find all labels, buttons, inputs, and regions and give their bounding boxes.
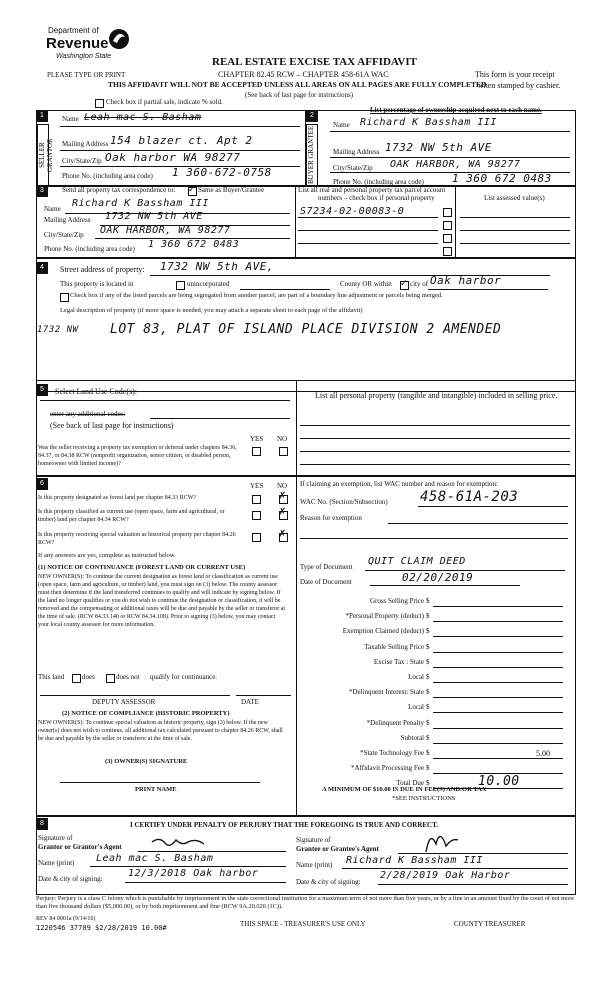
grantor-sig-label1: Signature of: [38, 834, 73, 842]
seller-phone[interactable]: 1 360-672-0758: [172, 166, 272, 179]
seller-name[interactable]: Leah mac S. Basham: [84, 112, 202, 123]
partial-sale-checkbox[interactable]: [95, 99, 104, 108]
forest-q1: Is this property designated as forest land per chapter 84.33 RCW?: [38, 495, 197, 501]
calc-row-label: *Delinquent Penalty: [366, 719, 424, 727]
forest-yes: YES: [250, 482, 264, 490]
receipt-line1: This form is your receipt: [475, 70, 555, 79]
property-city[interactable]: Oak harbor: [430, 274, 502, 287]
personal-property-checkbox-2[interactable]: [443, 221, 452, 230]
seller-phone-label: Phone No. (including area code): [62, 172, 153, 180]
dor-swirl-icon: [108, 27, 130, 51]
buyer-phone[interactable]: 1 360 672 0483: [452, 172, 552, 185]
calc-row-dollar: $: [426, 703, 430, 711]
doc-date-label: Date of Document: [300, 578, 352, 586]
grantee-sig-label1: Signature of: [296, 836, 331, 844]
calc-row-label: Excise Tax : State: [373, 658, 424, 666]
wac-number[interactable]: 458-61A-203: [420, 489, 519, 505]
grantee-date-label: Date & city of signing:: [296, 878, 361, 886]
certify-heading: I CERTIFY UNDER PENALTY OF PERJURY THAT THE FOREGOING IS TRUE AND CORRECT.: [130, 821, 439, 829]
street-label: Street address of property:: [60, 265, 145, 274]
located-label: This property is located in: [60, 280, 134, 288]
section-3-marker: 3: [36, 185, 48, 197]
doc-type[interactable]: QUIT CLAIM DEED: [368, 556, 466, 567]
section-4-marker: 4: [36, 262, 48, 274]
cashier-stamp: 1220546 37709 $2/28/2019 10.00#: [36, 924, 167, 932]
forest-if-yes: If any answers are yes, complete as instructed below.: [38, 552, 176, 559]
forest-q1-yes[interactable]: [252, 495, 261, 504]
grantor-sig-label2: Grantor or Grantor's Agent: [38, 843, 122, 851]
calc-row-dollar: $: [426, 627, 430, 635]
legal-description[interactable]: LOT 83, PLAT OF ISLAND PLACE DIVISION 2 AMENDED: [110, 322, 502, 337]
calc-row-label: *Delinquent Interest: State: [348, 688, 424, 696]
forest-no: NO: [277, 482, 288, 490]
grantee-name-label: Name (print): [296, 861, 333, 869]
grantee-print-name[interactable]: Richard K Bassham III: [346, 855, 483, 866]
city-checkbox[interactable]: ✓: [400, 278, 408, 288]
buyer-mailing[interactable]: 1732 NW 5th AVE: [385, 141, 492, 154]
doc-type-label: Type of Document: [300, 563, 353, 571]
buyer-name-label: Name: [333, 121, 350, 129]
form-warning: THIS AFFIDAVIT WILL NOT BE ACCEPTED UNLESS ALL AREAS ON ALL PAGES ARE FULLY COMPLETED: [108, 80, 487, 89]
section-1-marker: 1: [36, 110, 48, 122]
forest-q3-no[interactable]: ✗: [278, 529, 287, 540]
calc-row-label: *State Technology Fee: [360, 749, 424, 757]
owner-sig-label: (3) OWNER(S) SIGNATURE: [105, 758, 188, 765]
parcel-number[interactable]: S7234-02-00083-0: [300, 206, 405, 217]
notice-title: (1) NOTICE OF CONTINUANCE (FOREST LAND OR CURRENT USE): [38, 564, 246, 571]
calc-row-label: *Affidavit Processing Fee: [351, 764, 424, 772]
calc-row-line: [433, 682, 563, 683]
forest-q2-no[interactable]: ✗: [278, 507, 287, 518]
calc-row-label: *Personal Property (deduct): [345, 612, 424, 620]
buyer-city-label: City/State/Zip: [333, 164, 373, 172]
personal-property-checkbox-1[interactable]: [443, 208, 452, 217]
exemption-yes-checkbox[interactable]: [252, 447, 261, 456]
qualify-label: qualify for continuance.: [150, 673, 218, 681]
city-of-label: city of: [410, 280, 429, 288]
personal-property-checkbox-3[interactable]: [443, 234, 452, 243]
street-address[interactable]: 1732 NW 5th AVE,: [160, 260, 274, 273]
calc-row-line: [433, 652, 563, 653]
parcel-header2: numbers – check box if personal property: [318, 194, 435, 202]
buyer-mailing-label: Mailing Address: [333, 148, 380, 156]
calc-row-dollar: $: [426, 764, 430, 772]
same-as-buyer-checkbox[interactable]: ✓: [188, 184, 196, 194]
buyer-name[interactable]: Richard K Bassham III: [360, 117, 497, 128]
seller-mailing[interactable]: 154 blazer ct. Apt 2: [110, 134, 253, 147]
corr-mailing[interactable]: 1732 NW 5th AVE: [105, 211, 203, 222]
corr-phone-label: Phone No. (including area code): [44, 245, 135, 253]
calc-row-label: Taxable Selling Price: [364, 643, 424, 651]
print-name-label: PRINT NAME: [135, 786, 177, 793]
corr-phone[interactable]: 1 360 672 0483: [148, 239, 240, 250]
calc-row-line: [433, 712, 563, 713]
form-title: REAL ESTATE EXCISE TAX AFFIDAVIT: [212, 56, 417, 68]
calc-row-dollar: $: [426, 612, 430, 620]
assessed-header: List assessed value(s): [484, 194, 545, 202]
deputy-assessor-label: DEPUTY ASSESSOR: [92, 698, 156, 706]
calc-row-line: [433, 667, 563, 668]
grantor-date-city[interactable]: 12/3/2018 Oak harbor: [128, 868, 259, 879]
dor-logo: [46, 24, 136, 64]
personal-property-checkbox-4[interactable]: [443, 247, 452, 256]
calc-row-label: Total Due: [396, 779, 424, 787]
calc-row-value[interactable]: 10.00: [478, 774, 520, 789]
same-as-buyer-label: Same as Buyer/Grantee: [198, 186, 265, 194]
grantor-date-label: Date & city of signing:: [38, 875, 103, 883]
buyer-city[interactable]: OAK HARBOR, WA 98277: [390, 159, 521, 170]
exemption-claim-label: If claiming an exemption, list WAC number and reason for exemption:: [300, 480, 498, 488]
ownership-pct-label: List percentage of ownership acquired next to each name.: [370, 106, 542, 114]
unincorporated-label: unincorporated: [187, 280, 230, 288]
calc-row-dollar: $: [426, 673, 430, 681]
land-does-checkbox[interactable]: [72, 674, 81, 683]
calc-row-dollar: $: [426, 658, 430, 666]
compliance-body: NEW OWNER(S): To continue special valuation as historic property, sign (3) below. If the new owner(s) does not wish to continue, all additional tax calculated pursuant to chapter 84.26 RCW, shall be due and payable by the seller or transferor at the time of sale.: [38, 720, 283, 742]
grantee-signature[interactable]: [420, 826, 460, 854]
calc-row-dollar: $: [426, 749, 430, 757]
calc-row-label: Gross Selling Price: [369, 597, 424, 605]
land-use-yes: YES: [250, 435, 264, 443]
perjury-notice: Perjury: Perjury is a class C felony which is punishable by imprisonment in the state correctional institution for a maximum term of not more than five years, or by a fine in an amount fixed by the court of not more than five thousand dollars ($5,000.00), or by both imprisonment and fine (RCW 9A.20.020 (1C)).: [36, 895, 575, 910]
legal-prefix[interactable]: 1732 NW: [37, 325, 79, 335]
segregated-label: Check box if any of the listed parcels are being segregated from another parcel, are part of a boundary line adjustment or parcels being merged.: [70, 292, 443, 299]
seller-tab: SELLER GRANTOR: [37, 124, 49, 186]
land-use-label: Select Land Use Code(s):: [55, 387, 137, 396]
section-2-marker: 2: [306, 110, 318, 122]
exemption-no-checkbox[interactable]: [279, 447, 288, 456]
section-5-marker: 5: [36, 384, 48, 396]
deputy-date-label: DATE: [241, 698, 259, 706]
land-does-not-checkbox[interactable]: [106, 674, 115, 683]
land-does-not-label: does not: [116, 673, 140, 681]
calc-row-dollar: $: [426, 779, 430, 787]
calc-row-line: [433, 636, 563, 637]
forest-q3: Is this property receiving special valuation as historical property per chapter 84.26 RCW?: [38, 532, 236, 546]
please-type: PLEASE TYPE OR PRINT: [47, 71, 126, 79]
unincorporated-checkbox[interactable]: [176, 281, 185, 290]
dept-line3: Washington State: [56, 53, 112, 60]
personal-property-label: List all personal property (tangible and intangible) included in selling price.: [315, 391, 558, 400]
corr-name-label: Name: [44, 205, 61, 213]
grantee-date-city[interactable]: 2/28/2019 Oak Harbor: [380, 870, 511, 881]
calc-row-line: [433, 697, 563, 698]
calc-row-line: [433, 743, 563, 744]
enter-codes-label: enter any additional codes:: [50, 410, 126, 418]
this-land-label: This land: [38, 673, 65, 681]
doc-date[interactable]: 02/20/2019: [402, 571, 474, 584]
forest-q3-yes[interactable]: [252, 533, 261, 542]
exemption-question: Was the seller receiving a property tax exemption or deferral under chapters 84.36, 84.37, or 84.38 RCW (nonprofit organization, senior citizen, or disabled person, homeowner with limited income)?: [38, 445, 237, 467]
calc-row-label: Subtotal: [400, 734, 424, 742]
buyer-phone-label: Phone No. (including area code): [333, 178, 424, 186]
reason-label: Reason for exemption: [300, 514, 362, 522]
forest-q2: Is this property classified as current use (open space, farm and agricultural, or timber) land per chapter 84.34 RCW?: [38, 509, 225, 523]
section-6-marker: 6: [36, 478, 48, 490]
calc-row-dollar: $: [426, 688, 430, 696]
partial-sale-label: Check box if partial sale, indicate % sold.: [106, 98, 223, 106]
corr-mailing-label: Mailing Address: [44, 216, 91, 224]
forest-q2-yes[interactable]: [252, 511, 261, 520]
calc-row-line: [433, 621, 563, 622]
minimum-due: A MINIMUM OF $10.00 IS DUE IN FEE(S) AND/OR TAX: [322, 786, 487, 793]
rev-number: REV 84 0001a (9/14/16): [36, 916, 96, 922]
see-instructions: *SEE INSTRUCTIONS: [392, 795, 456, 802]
wac-label: WAC No. (Section/Subsection): [300, 498, 388, 506]
grantor-signature[interactable]: [148, 834, 208, 852]
calc-row-dollar: $: [426, 734, 430, 742]
seller-city-label: City/State/Zip: [62, 157, 102, 165]
seller-mailing-label: Mailing Address: [62, 140, 109, 148]
dept-line1: Department of: [48, 26, 99, 35]
seller-city[interactable]: Oak harbor WA 98277: [105, 151, 241, 164]
calc-row-line: [433, 728, 563, 729]
grantee-sig-label2: Grantee or Grantee's Agent: [296, 845, 379, 853]
form-chapter: CHAPTER 82.45 RCW – CHAPTER 458-61A WAC: [218, 70, 389, 79]
compliance-title: (2) NOTICE OF COMPLIANCE (HISTORIC PROPERTY): [62, 710, 230, 717]
legal-label: Legal description of property (if more space is needed, you may attach a separate sheet to each page of the affidavit): [60, 307, 363, 314]
section-8-marker: 8: [36, 818, 48, 830]
corr-city[interactable]: OAK HARBOR, WA 98277: [100, 225, 231, 236]
calc-row-label: Exemption Claimed (deduct): [342, 627, 424, 635]
land-does-label: does: [82, 673, 95, 681]
grantor-print-name[interactable]: Leah mac S. Basham: [96, 853, 214, 864]
calc-row-value[interactable]: 5.00: [536, 749, 550, 758]
calc-row-dollar: $: [426, 643, 430, 651]
notice-body: NEW OWNER(S): To continue the current designation as forest land or classification as current use (open space, farm and agriculture, or timber) land, you must sign on (3) below. The county assessor must then determine if the land transferred continues to qualify and will indicate by signing below. If the land no longer qualifies or you do not wish to continue the designation or classification, it will be removed and the compensating or additional taxes will be due and payable by the seller or transferor at the time of sale. (RCW 84.33.140 or RCW 84.34.108). Prior to signing (3) below, you may contact your local county assessor for more information.: [38, 574, 286, 628]
forest-q1-no[interactable]: ✗: [278, 491, 287, 502]
calc-row-dollar: $: [426, 719, 430, 727]
see-back-header: (See back of last page for instructions): [245, 91, 354, 99]
receipt-line2: when stamped by cashier.: [478, 81, 561, 90]
treasurer-space: THIS SPACE - TREASURER'S USE ONLY: [240, 920, 366, 928]
county-treasurer: COUNTY TREASURER: [454, 920, 526, 928]
calc-row-label: Local: [408, 703, 424, 711]
corr-city-label: City/State/Zip: [44, 231, 84, 239]
county-label: County OR within: [340, 280, 392, 288]
dept-line2: Revenue: [46, 35, 109, 52]
segregated-checkbox[interactable]: [60, 293, 69, 302]
land-use-see-back: (See back of last page for instructions): [50, 421, 174, 430]
calc-row-label: Local: [408, 673, 424, 681]
correspondence-label: Send all property tax correspondence to:: [62, 186, 176, 194]
calc-row-dollar: $: [426, 597, 430, 605]
seller-name-label: Name: [62, 115, 79, 123]
buyer-tab: BUYER GRANTEE: [306, 124, 318, 186]
calc-row-line: [433, 758, 563, 759]
corr-name[interactable]: Richard K Bassham III: [72, 198, 209, 209]
calc-row-line: [433, 606, 563, 607]
land-use-no: NO: [277, 435, 288, 443]
parcel-header1: List all real and personal property tax parcel account: [298, 186, 446, 194]
grantor-name-label: Name (print): [38, 859, 75, 867]
